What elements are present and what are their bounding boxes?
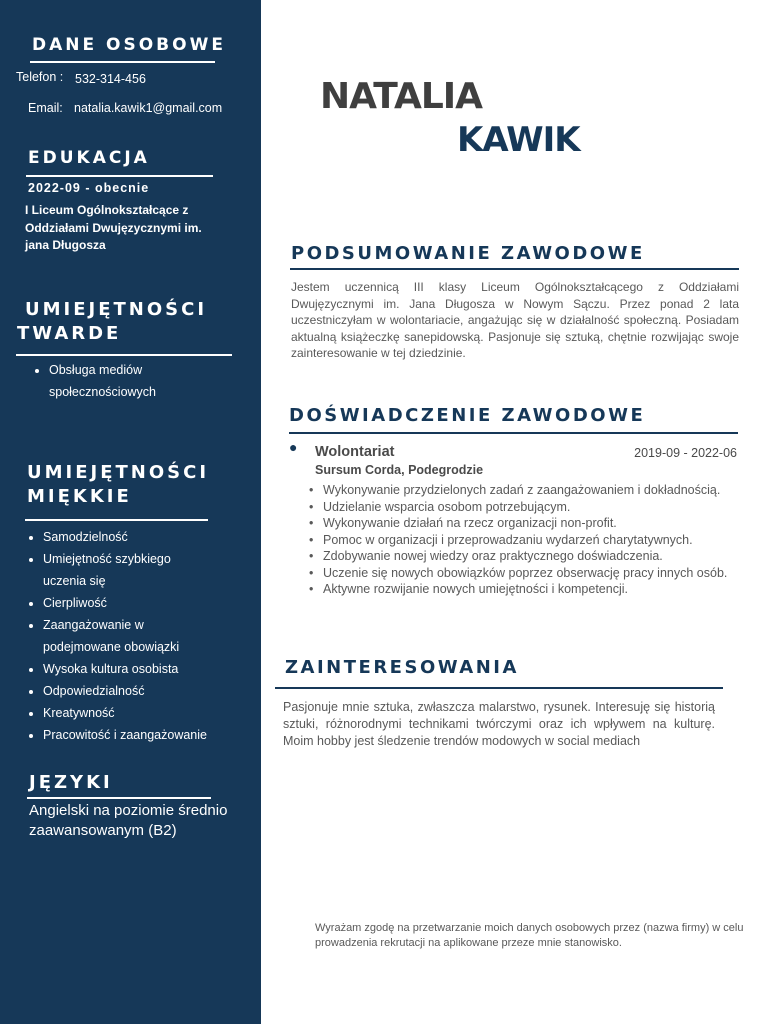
experience-title: DOŚWIADCZENIE ZAWODOWE xyxy=(289,405,646,426)
personal-divider xyxy=(30,61,215,63)
experience-item: • Aktywne rozwijanie nowych umiejętności i kompetencji. xyxy=(309,581,741,598)
soft-skill-item: • Zaangażowanie w podejmowane obowiązki xyxy=(43,614,198,658)
experience-item: • Zdobywanie nowej wiedzy oraz praktycznego doświadczenia. xyxy=(309,548,741,565)
sidebar xyxy=(0,0,261,1024)
experience-list xyxy=(301,482,741,598)
languages-title: JĘZYKI xyxy=(29,772,113,793)
hard-skills-title-line1: UMIEJĘTNOŚCI xyxy=(25,299,208,320)
soft-skill-item: • Kreatywność xyxy=(43,702,253,724)
experience-dates: 2019-09 - 2022-06 xyxy=(634,446,737,460)
phone-value: 532-314-456 xyxy=(75,72,146,86)
hard-skill-item: • Obsługa mediów społecznościowych xyxy=(49,359,209,403)
soft-skill-item: • Samodzielność xyxy=(43,526,253,548)
soft-skill-item: • Cierpliwość xyxy=(43,592,253,614)
experience-item: • Wykonywanie działań na rzecz organizacji non-profit. xyxy=(309,515,741,532)
summary-divider xyxy=(290,268,739,270)
experience-org: Sursum Corda, Podegrodzie xyxy=(315,463,484,477)
interests-text: Pasjonuje mnie sztuka, zwłaszcza malarstwo, rysunek. Interesuję się historią sztuki, różnorodnymi technikami twórczymi oraz ich wpływem na kulturę. Moim hobby jest śledzenie trendów modowych w social mediach xyxy=(283,700,715,748)
education-dates: 2022-09 - obecnie xyxy=(28,181,150,195)
experience-divider xyxy=(289,432,738,434)
email-label: Email: xyxy=(28,101,63,115)
soft-skills-title-line2: MIĘKKIE xyxy=(27,486,132,507)
hard-skills-divider xyxy=(16,354,232,356)
experience-item: • Uczenie się nowych obowiązków poprzez obserwację pracy innych osób. xyxy=(309,565,741,582)
soft-skill-item: • Pracowitość i zaangażowanie xyxy=(43,724,253,746)
experience-item: • Wykonywanie przydzielonych zadań z zaangażowaniem i dokładnością. xyxy=(309,482,741,499)
experience-item: • Pomoc w organizacji i przeprowadzaniu wydarzeń charytatywnych. xyxy=(309,532,741,549)
soft-skill-item: • Umiejętność szybkiego uczenia się xyxy=(43,548,193,592)
education-title: EDUKACJA xyxy=(28,148,150,168)
soft-skill-item: • Odpowiedzialność xyxy=(43,680,253,702)
experience-item: • Udzielanie wsparcia osobom potrzebującym. xyxy=(309,499,741,516)
education-divider xyxy=(26,175,213,177)
first-name: NATALIA xyxy=(320,76,483,117)
interests-divider xyxy=(275,687,723,689)
soft-skills-list xyxy=(23,526,253,746)
summary-title: PODSUMOWANIE ZAWODOWE xyxy=(291,243,645,264)
summary-text: Jestem uczennicą III klasy Liceum Ogólnokształcącego z Oddziałami Dwujęzycznymi im. Jana Długosza w Nowym Sączu. Przez ponad 2 lata uczestniczyłam w wolontariacie, angażując się w działalność społeczną. Posiadam aktualną książeczkę sanepidowską. Pasjonuje się sztuką, chętnie rozwijając swoje zainteresowanie w tej dziedzinie. xyxy=(291,280,739,360)
experience-bullet-icon: ● xyxy=(289,439,298,455)
hard-skills-title-line2: TWARDE xyxy=(17,323,122,344)
languages-divider xyxy=(27,797,211,799)
soft-skills-title-line1: UMIEJĘTNOŚCI xyxy=(27,462,210,483)
experience-role: Wolontariat xyxy=(315,444,395,460)
email-value: natalia.kawik1@gmail.com xyxy=(74,101,223,115)
hard-skills-list xyxy=(29,359,209,403)
soft-skill-item: • Wysoka kultura osobista xyxy=(43,658,253,680)
consent-text: Wyrażam zgodę na przetwarzanie moich danych osobowych przez (nazwa firmy) w celu prowadzenia rekrutacji na aplikowane przeze mnie stanowisko. xyxy=(315,922,744,949)
phone-label: Telefon : xyxy=(16,70,64,84)
personal-title: DANE OSOBOWE xyxy=(32,35,226,55)
last-name: KAWIK xyxy=(457,120,580,160)
soft-skills-divider xyxy=(25,519,208,521)
interests-title: ZAINTERESOWANIA xyxy=(285,657,519,678)
education-school: I Liceum Ogólnokształcące z Oddziałami Dwujęzycznymi im. jana Długosza xyxy=(25,203,202,252)
languages-text: Angielski na poziomie średnio zaawansowanym (B2) xyxy=(29,802,228,839)
